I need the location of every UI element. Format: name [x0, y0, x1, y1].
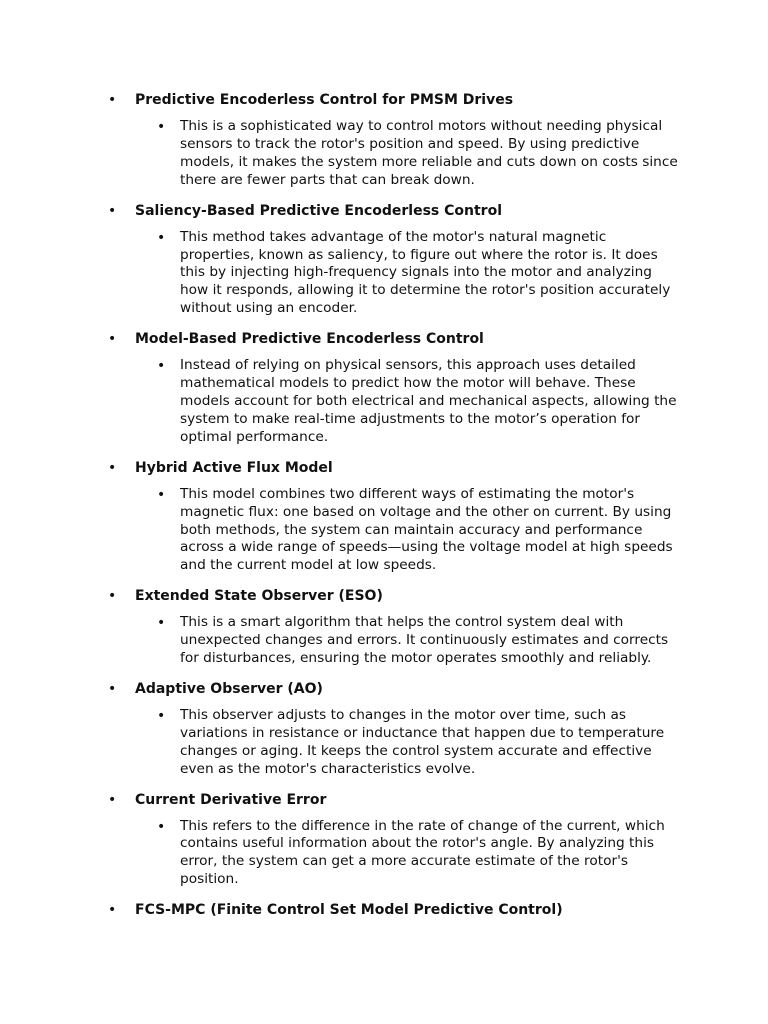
sub-bullet: • — [157, 615, 166, 632]
item-description: This model combines two different ways of estimating the motor's magnetic flux: one based on voltage and the other on current. By using both methods, the system can maintain accuracy and performance across a wide range of speeds—using the voltage model at high speeds and the current model at low speeds. — [180, 485, 673, 574]
sub-bullet: • — [157, 119, 166, 135]
bullet: • — [108, 588, 117, 605]
topic-list — [108, 90, 688, 931]
list-item — [108, 90, 688, 190]
list-item — [108, 679, 688, 779]
item-description: This observer adjusts to changes in the motor over time, such as variations in resistance or inductance that happen due to temperature changes or aging. It keeps the control system accurate and effective even as the motor's characteristics evolve. — [180, 706, 665, 777]
sub-bullet: • — [157, 229, 166, 246]
sub-list-item — [135, 818, 688, 890]
item-heading: Extended State Observer (ESO) — [135, 588, 383, 605]
list-item — [108, 329, 688, 447]
sub-list-item — [135, 357, 688, 447]
sub-list-item — [135, 118, 688, 190]
bullet: • — [108, 791, 117, 808]
sub-list-item — [135, 614, 688, 668]
sub-list — [135, 229, 688, 319]
sub-list-item — [135, 707, 688, 779]
sub-list — [135, 486, 688, 576]
sub-bullet: • — [157, 486, 166, 503]
item-heading: Hybrid Active Flux Model — [135, 459, 333, 476]
sub-list — [135, 357, 688, 447]
sub-list — [135, 818, 688, 890]
bullet: • — [108, 331, 117, 348]
item-heading: Saliency-Based Predictive Encoderless Control — [135, 202, 503, 219]
item-description: This method takes advantage of the motor's natural magnetic properties, known as saliency, to figure out where the rotor is. It does this by injecting high-frequency signals into the motor and analyzing how it responds, allowing it to determine the rotor's position accurately without using an encoder. — [180, 228, 671, 317]
list-item — [108, 586, 688, 668]
item-heading: Predictive Encoderless Control for PMSM Drives — [135, 92, 514, 108]
item-description: This refers to the difference in the rate of change of the current, which contains useful information about the rotor's angle. By analyzing this error, the system can get a more accurate estimate of the rotor's position. — [180, 817, 665, 888]
sub-list-item — [135, 486, 688, 576]
item-heading: FCS-MPC (Finite Control Set Model Predictive Control) — [135, 902, 563, 919]
list-item — [108, 790, 688, 890]
item-heading: Model-Based Predictive Encoderless Control — [135, 331, 484, 348]
sub-list-item — [135, 229, 688, 319]
bullet: • — [108, 680, 117, 697]
item-heading: Adaptive Observer (AO) — [135, 680, 323, 697]
item-description: This is a smart algorithm that helps the control system deal with unexpected changes and errors. It continuously estimates and corrects for disturbances, ensuring the motor operates smoothly and reliably. — [180, 614, 669, 667]
sub-list — [135, 118, 688, 190]
sub-bullet: • — [157, 707, 166, 724]
item-heading: Current Derivative Error — [135, 791, 327, 808]
bullet: • — [108, 902, 117, 919]
sub-list — [135, 707, 688, 779]
sub-bullet: • — [157, 358, 166, 375]
item-description: This is a sophisticated way to control motors without needing physical sensors to track the rotor's position and speed. By using predictive models, it makes the system more reliable and cuts down on costs since there are fewer parts that can break down. — [180, 118, 678, 188]
sub-bullet: • — [157, 818, 166, 835]
list-item — [108, 458, 688, 576]
list-item — [108, 201, 688, 319]
item-description: Instead of relying on physical sensors, this approach uses detailed mathematical models to predict how the motor will behave. These models account for both electrical and mechanical aspects, allowing the system to make real-time adjustments to the motor’s operation for optimal performance. — [180, 357, 677, 445]
bullet: • — [108, 459, 117, 476]
sub-list — [135, 614, 688, 668]
bullet: • — [108, 92, 117, 108]
list-item — [108, 900, 688, 920]
bullet: • — [108, 202, 117, 219]
